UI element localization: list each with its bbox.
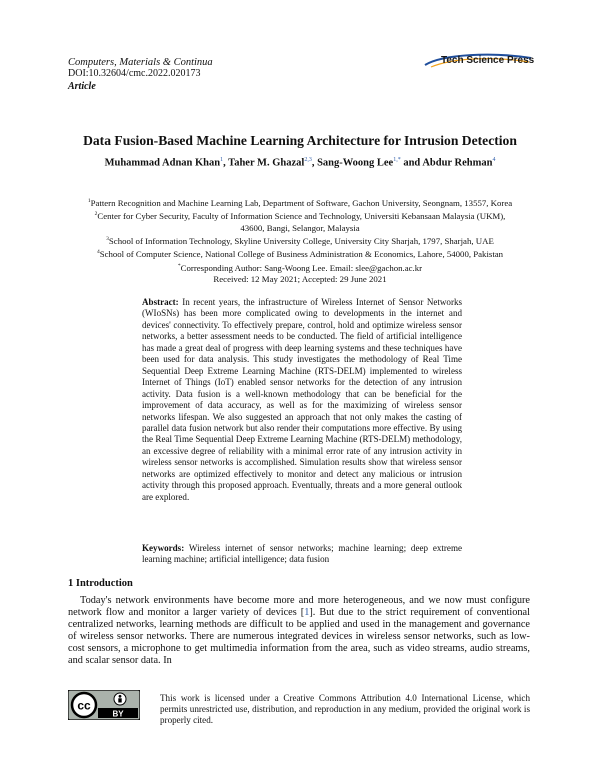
affiliation-marker: 3 bbox=[106, 236, 109, 243]
cc-text: cc bbox=[77, 698, 91, 713]
affiliation-text: Received: 12 May 2021; Accepted: 29 June 2021 bbox=[213, 274, 387, 285]
affiliation-marker: 1 bbox=[87, 198, 91, 204]
publisher-logo bbox=[423, 52, 533, 70]
author-name: Abdur Rehman bbox=[422, 157, 493, 169]
author-affiliation-marker[interactable]: 4 bbox=[492, 157, 496, 163]
affiliation-text: Pattern Recognition and Machine Learning Lab, Department of Software, Gachon University, Seongnam, 13557, Korea bbox=[90, 197, 513, 208]
affiliation-text: Center for Cyber Security, Faculty of Information Science and Technology, Universiti Kebansaan Malaysia (UKM), bbox=[97, 211, 506, 222]
cc-by-badge[interactable] bbox=[68, 690, 140, 720]
author-list bbox=[0, 157, 600, 169]
affiliation-line bbox=[60, 196, 540, 209]
author-separator: , bbox=[223, 157, 229, 169]
abstract-text: In recent years, the infrastructure of Wireless Internet of Sensor Networks (WIoSNs) has been more complicated owing to developments in the internet and devices' connectivity. To effectively prepare, control, hold and optimize wireless sensor networks, a better assessment needs to be conducted. The field of artificial intelligence has made a great deal of progress with deep learning systems and these techniques have been used for data analysis. This study investigates the methodology of Real Time Sequential Deep Extreme Learning Machine (RTS-DELM) implemented to wireless Internet of Things (IoT) enabled sensor networks for the detection of any intrusion activity. Data fusion is a well-known methodology that can be beneficial for the improvement of data accuracy, as well as for the maximizing of wireless sensor networks lifespan. We also suggested an approach that not only makes the casting of parallel data fusion network but also render their computations more effective. By using the Real Time Sequential Deep Extreme Learning Machine (RTS-DELM) methodology, an excessive degree of reliability with a minimal error rate of any intrusion activity in wireless sensor networks is accomplished. Simulation results show that wireless sensor networks are optimized effectively to monitor and detect any malicious or intrusion activity through this proposed approach. Eventually, threats and a more general outlook are explored. bbox=[142, 297, 462, 502]
affiliation-text: School of Information Technology, Skyline University College, University City Sharjah, 1797, Sharjah, UAE bbox=[108, 235, 494, 246]
paper-title: Data Fusion-Based Machine Learning Architecture for Intrusion Detection bbox=[83, 133, 517, 148]
keywords-text: Wireless internet of sensor networks; machine learning; deep extreme learning machine; artificial intelligence; data fusion bbox=[142, 543, 462, 565]
affiliation-text: School of Computer Science, National College of Business Administration & Economics, Lahore, 54000, Pakistan bbox=[99, 249, 504, 260]
doi[interactable]: DOI:10.32604/cmc.2022.020173 bbox=[68, 68, 201, 79]
author-name: Taher M. Ghazal bbox=[228, 157, 305, 169]
affiliation-text: Corresponding Author: Sang-Woong Lee. Email: slee@gachon.ac.kr bbox=[180, 262, 423, 273]
author-affiliation-marker[interactable]: 1 bbox=[220, 157, 224, 163]
by-text: BY bbox=[112, 709, 124, 719]
keywords bbox=[142, 543, 462, 566]
affiliation-line bbox=[60, 209, 540, 222]
abstract-label: Abstract: bbox=[142, 297, 179, 307]
author-separator: , bbox=[311, 157, 318, 169]
author-name: Sang-Woong Lee bbox=[317, 157, 394, 169]
abstract bbox=[142, 297, 462, 503]
affiliation-marker: 2 bbox=[94, 211, 98, 218]
publisher-name: Tech Science Press bbox=[441, 55, 535, 66]
keywords-label: Keywords: bbox=[142, 543, 185, 553]
author-affiliation-marker[interactable]: 1,* bbox=[393, 157, 401, 163]
intro-text-before: Today's network environments have become more and more heterogeneous, and we now must configure network flow and monitor a larger variety of devices [ bbox=[68, 595, 530, 619]
affiliation-line bbox=[60, 274, 540, 285]
affiliation-marker: * bbox=[177, 262, 181, 269]
journal-name: Computers, Materials & Continua bbox=[68, 57, 213, 68]
author-name: Muhammad Adnan Khan bbox=[104, 157, 221, 169]
affiliation-line bbox=[60, 247, 540, 260]
license-text: This work is licensed under a Creative Commons Attribution 4.0 International License, which permits unrestricted use, distribution, and reproduction in any medium, provided the original work is properly cited. bbox=[160, 693, 530, 725]
affiliation-line bbox=[60, 234, 540, 247]
intro-text-after: ]. But due to the strict requirement of conventional centralized networks, learning methods are difficult to be applied and used in the management and governance of wireless sensor networks. There are numerous integrated devices in wireless sensor networks, such as low-cost sensors, a microphone to get multimedia information from the area, such as video streams, audio streams, and scalar sensor data. In bbox=[68, 607, 530, 667]
affiliation-marker: 4 bbox=[96, 249, 100, 256]
author-affiliation-marker[interactable]: 2,3 bbox=[304, 157, 312, 163]
affiliation-line bbox=[60, 223, 540, 234]
affiliations bbox=[60, 196, 540, 285]
affiliation-text: 43600, Bangi, Selangor, Malaysia bbox=[240, 222, 360, 233]
affiliation-line bbox=[60, 261, 540, 274]
article-type: Article bbox=[68, 81, 96, 92]
intro-paragraph bbox=[68, 595, 530, 667]
citation-link[interactable]: 1 bbox=[304, 607, 310, 619]
author-separator: and bbox=[400, 157, 423, 169]
section-heading: 1 Introduction bbox=[68, 578, 133, 589]
